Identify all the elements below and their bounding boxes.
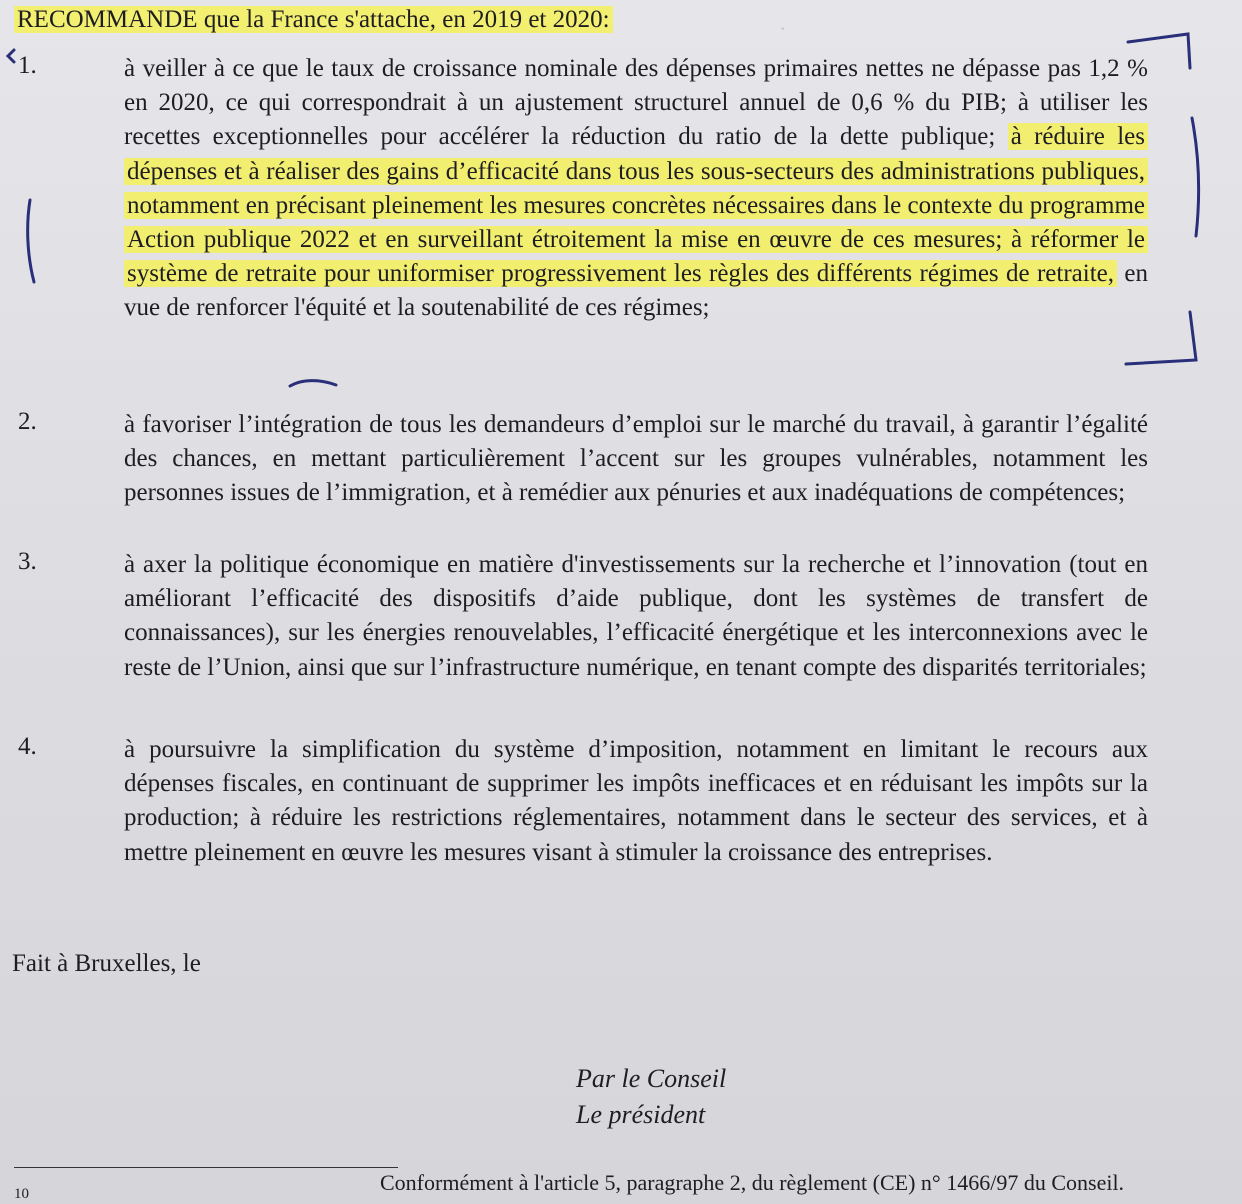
pen-bracket-right-middle <box>1192 118 1199 236</box>
footnote-text: Conformément à l'article 5, paragraphe 2, du règlement (CE) n° 1466/97 du Conseil. <box>380 1170 1125 1195</box>
pen-bracket-left <box>28 200 34 282</box>
closing-place: Fait à Bruxelles, le <box>12 950 201 977</box>
pen-underline-mark <box>290 381 336 386</box>
item-number: 1. <box>18 52 37 79</box>
item-number: 2. <box>18 408 37 435</box>
item-text: à favoriser l’intégration de tous les demandeurs d’emploi sur le marché du travail, à garantir l’égalité des chances, en mettant particulièrement l’accent sur les groupes vulnérables, notamment les personnes issues de l’immigration, et à remédier aux pénuries et aux inadéquations de compétences; <box>124 411 1148 507</box>
item-text: à axer la politique économique en matière d'investissements sur la recherche et l’innovation (tout en améliorant l’efficacité des dispositifs d’aide publique, dont les systèmes de transfert de connaissances), sur les énergies renouvelables, l’efficacité énergétique et les interconnexions avec le reste de l’Union, ainsi que sur l’infrastructure numérique, en tenant compte des disparités territoriales; <box>124 551 1148 681</box>
pen-bracket-right-top <box>1128 34 1190 68</box>
highlighted-text: à réduire les dépenses et à réaliser des gains d’efficacité dans tous les sous-secteurs des administrations publiques, notamment en précisant pleinement les mesures concrètes nécessaires dans le contexte du programme Action publique 2022 et en surveillant étroitement la mise en œuvre de ces mesures; à réformer le système de retraite pour uniformiser progressivement les règles des différents régimes de retraite, <box>124 123 1148 287</box>
header-highlight: RECOMMANDE que la France s'attache, en 2019 et 2020: <box>14 6 613 33</box>
item-text-part: en vue de renforcer l'équité et la soutenabilité de ces régimes; <box>124 260 1148 322</box>
signature-line-2: Le président <box>576 1100 706 1129</box>
item-text-part: à veiller à ce que le taux de croissance nominale des dépenses primaires nettes ne dépasse pas 1,2 % en 2020, ce qui correspondrait à un ajustement structurel annuel de 0,6 % du PIB; à utiliser les recettes exceptionnelles pour accélérer la réduction du ratio de la dette publique; <box>124 55 1148 151</box>
footnote-number: 10 <box>14 1186 29 1202</box>
pen-bracket-right-bottom <box>1126 312 1196 364</box>
item-text: à poursuivre la simplification du système d’imposition, notamment en limitant le recours aux dépenses fiscales, en continuant de supprimer les impôts inefficaces et en réduisant les impôts sur la production; à réduire les restrictions réglementaires, notamment dans le secteur des services, et à mettre pleinement en œuvre les mesures visant à stimuler la croissance des entreprises. <box>124 736 1148 866</box>
item-number: 4. <box>18 733 37 760</box>
bleed-through: . <box>780 10 786 35</box>
signature-line-1: Par le Conseil <box>576 1064 727 1093</box>
item-number: 3. <box>18 548 37 575</box>
pen-bracket-top-left <box>8 50 14 62</box>
